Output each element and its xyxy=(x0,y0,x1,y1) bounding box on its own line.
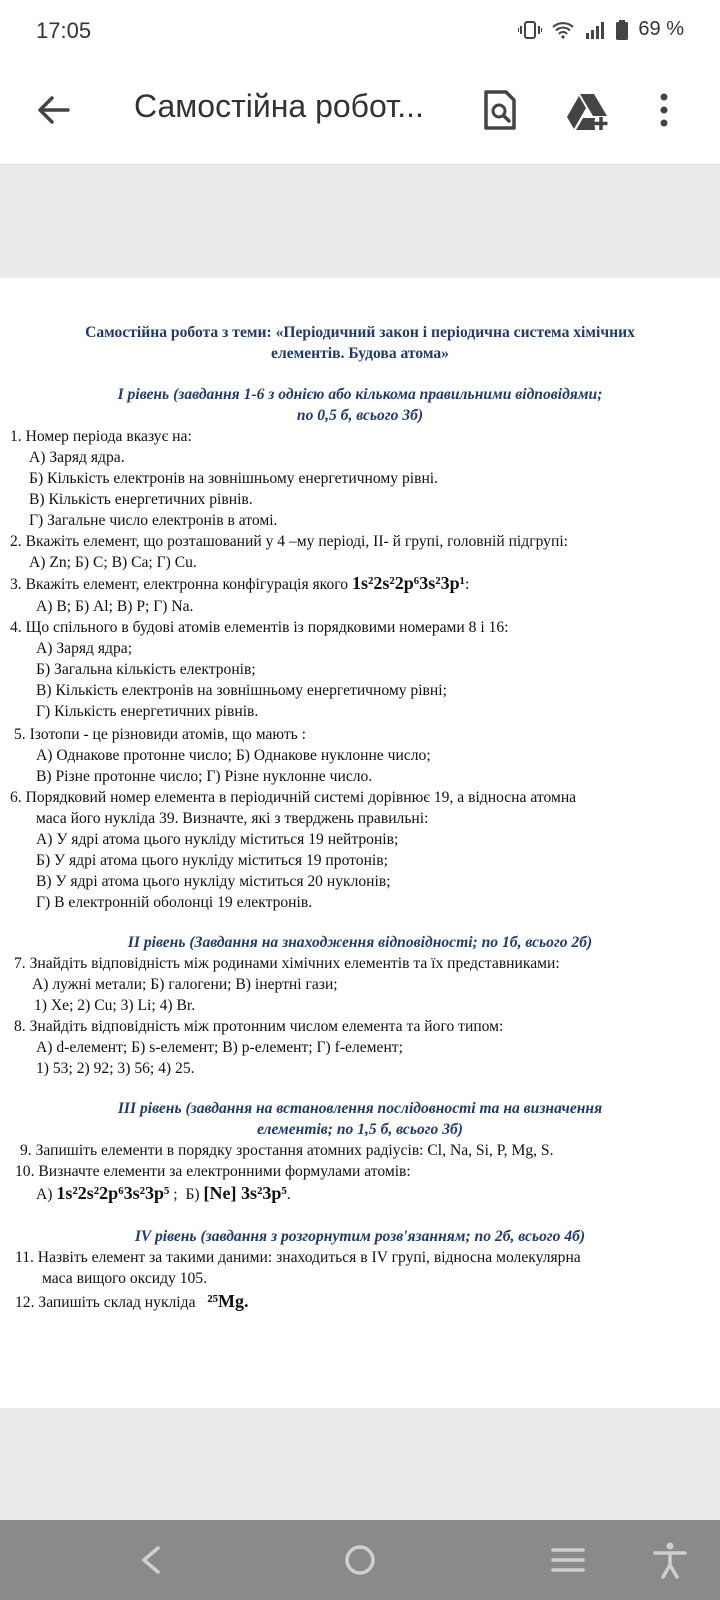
question-3: 3. Вкажіть елемент, електронна конфігурація якого 1s²2s²2p⁶3s²3p¹: xyxy=(10,573,470,593)
question-1: 1. Номер періода вказує на: xyxy=(10,428,192,445)
question-1-option-b: Б) Кількість електронів на зовнішньому енергетичному рівні. xyxy=(29,470,439,487)
question-2: 2. Вкажіть елемент, що розташований у 4 –му періоді, ІІ- й групі, головній підгрупі: xyxy=(10,533,568,550)
level-1-heading-line-2: по 0,5 б, всього 3б) xyxy=(296,407,424,424)
wifi-icon xyxy=(552,21,574,39)
question-7-elements: 1) Xe; 2) Cu; 3) Li; 4) Br. xyxy=(34,997,196,1014)
find-in-document-icon[interactable] xyxy=(478,88,522,132)
doc-title-line-2: елементів. Будова атома» xyxy=(271,345,449,362)
question-7-families: А) лужні метали; Б) галогени; В) інертні гази; xyxy=(32,976,338,993)
question-5-options-cd: В) Різне протонне число; Г) Різне нуклонне число. xyxy=(36,768,373,785)
question-5-options-ab: А) Однакове протонне число; Б) Однакове нуклонне число; xyxy=(36,747,431,764)
add-to-drive-icon[interactable] xyxy=(565,88,609,132)
question-11-line-2: маса вищого оксиду 105. xyxy=(42,1270,207,1287)
document-page[interactable] xyxy=(0,278,720,1408)
question-4-option-b: Б) Загальна кількість електронів; xyxy=(36,661,256,678)
doc-title-line-1: Самостійна робота з теми: «Періодичний закон і періодична система хімічних xyxy=(85,324,635,341)
question-10-option-b-label: Б) xyxy=(185,1186,200,1203)
question-6: 6. Порядковий номер елемента в періодичній системі дорівнює 19, а відносна атомна xyxy=(10,789,577,806)
nav-back-icon[interactable] xyxy=(132,1540,172,1580)
question-8-types: А) d-елемент; Б) s-елемент; В) p-елемент; Г) f-елемент; xyxy=(36,1039,403,1056)
navigation-bar xyxy=(0,1520,720,1600)
level-2-heading: ІІ рівень (Завдання на знаходження відповідності; по 1б, всього 2б) xyxy=(127,934,593,951)
more-options-icon[interactable] xyxy=(642,88,686,132)
vibrate-icon xyxy=(518,20,542,40)
level-1-heading-line-1: І рівень (завдання 1-6 з однією або кількома правильними відповідями; xyxy=(117,386,603,403)
question-3-options: А) B; Б) Al; В) P; Г) Na. xyxy=(36,598,194,615)
level-3-heading-line-2: елементів; по 1,5 б, всього 3б) xyxy=(256,1121,463,1138)
question-8: 8. Знайдіть відповідність між протонним числом елемента та його типом: xyxy=(14,1018,504,1035)
question-3-text: 3. Вкажіть елемент, електронна конфігурація якого xyxy=(10,576,349,593)
document-title: Самостійна робот... xyxy=(134,88,424,124)
status-bar xyxy=(0,0,720,60)
question-6-line-2: маса його нукліда 39. Визначте, які з тверджень правильні: xyxy=(36,810,429,827)
question-7: 7. Знайдіть відповідність між родинами хімічних елементів та їх представниками: xyxy=(14,955,560,972)
question-4: 4. Що спільного в будові атомів елементів із порядковими номерами 8 і 16: xyxy=(10,619,509,636)
question-5: 5. Ізотопи - це різновиди атомів, що мають : xyxy=(14,726,306,743)
question-3-formula: 1s²2s²2p⁶3s²3p¹ xyxy=(351,573,466,593)
question-10-formulas: А) 1s²2s²2p⁶3s²3p⁵ ; Б) [Ne] 3s²3p⁵. xyxy=(36,1183,291,1203)
question-4-option-c: В) Кількість електронів на зовнішньому енергетичному рівні; xyxy=(36,682,447,699)
question-12 xyxy=(15,1291,249,1313)
question-6-option-d: Г) В електронній оболонці 19 електронів. xyxy=(36,894,313,911)
status-icons xyxy=(518,18,684,41)
level-3-heading-line-1: ІІІ рівень (завдання на встановлення послідовності та на визначення xyxy=(117,1100,603,1117)
page-gap xyxy=(0,165,720,278)
question-1-option-c: В) Кількість енергетичних рівнів. xyxy=(29,491,253,508)
battery-level: 69 % xyxy=(638,18,684,40)
back-arrow-icon[interactable] xyxy=(34,90,74,130)
question-6-option-c: В) У ядрі атома цього нукліду міститься 20 нуклонів; xyxy=(36,873,391,890)
question-4-option-a: А) Заряд ядра; xyxy=(36,640,133,657)
question-10-option-a-label: А) xyxy=(36,1186,53,1203)
level-4-heading: IV рівень (завдання з розгорнутим розв'язанням; по 2б, всього 4б) xyxy=(134,1228,586,1245)
question-11: 11. Назвіть елемент за такими даними: знаходиться в IV групі, відносна молекулярна xyxy=(15,1249,581,1266)
question-4-option-d: Г) Кількість енергетичних рівнів. xyxy=(36,703,259,720)
question-9: 9. Запишіть елементи в порядку зростання атомних радіусів: Cl, Na, Si, P, Mg, S. xyxy=(20,1142,554,1159)
question-10-formula-b: [Ne] 3s²3p⁵ xyxy=(203,1183,287,1203)
signal-icon xyxy=(584,21,606,39)
accessibility-icon[interactable] xyxy=(650,1540,690,1580)
nav-recents-icon[interactable] xyxy=(548,1540,588,1580)
question-8-numbers: 1) 53; 2) 92; 3) 56; 4) 25. xyxy=(36,1060,195,1077)
question-1-option-d: Г) Загальне число електронів в атомі. xyxy=(29,512,278,529)
question-6-option-a: А) У ядрі атома цього нукліду міститься 19 нейтронів; xyxy=(36,831,399,848)
battery-icon xyxy=(616,20,628,40)
question-2-options: А) Zn; Б) C; В) Ca; Г) Cu. xyxy=(29,554,197,571)
question-6-option-b: Б) У ядрі атома цього нукліду міститься 19 протонів; xyxy=(36,852,388,869)
status-time: 17:05 xyxy=(36,18,92,43)
question-10-formula-a: 1s²2s²2p⁶3s²3p⁵ xyxy=(56,1183,170,1203)
question-12-nuclide: ²⁵Mg. xyxy=(207,1291,249,1311)
nav-home-icon[interactable] xyxy=(340,1540,380,1580)
question-1-option-a: А) Заряд ядра. xyxy=(29,449,125,466)
question-10: 10. Визначте елементи за електронними формулами атомів: xyxy=(15,1163,411,1180)
question-12-text: 12. Запишіть склад нукліда xyxy=(15,1294,196,1311)
app-bar xyxy=(0,60,720,165)
